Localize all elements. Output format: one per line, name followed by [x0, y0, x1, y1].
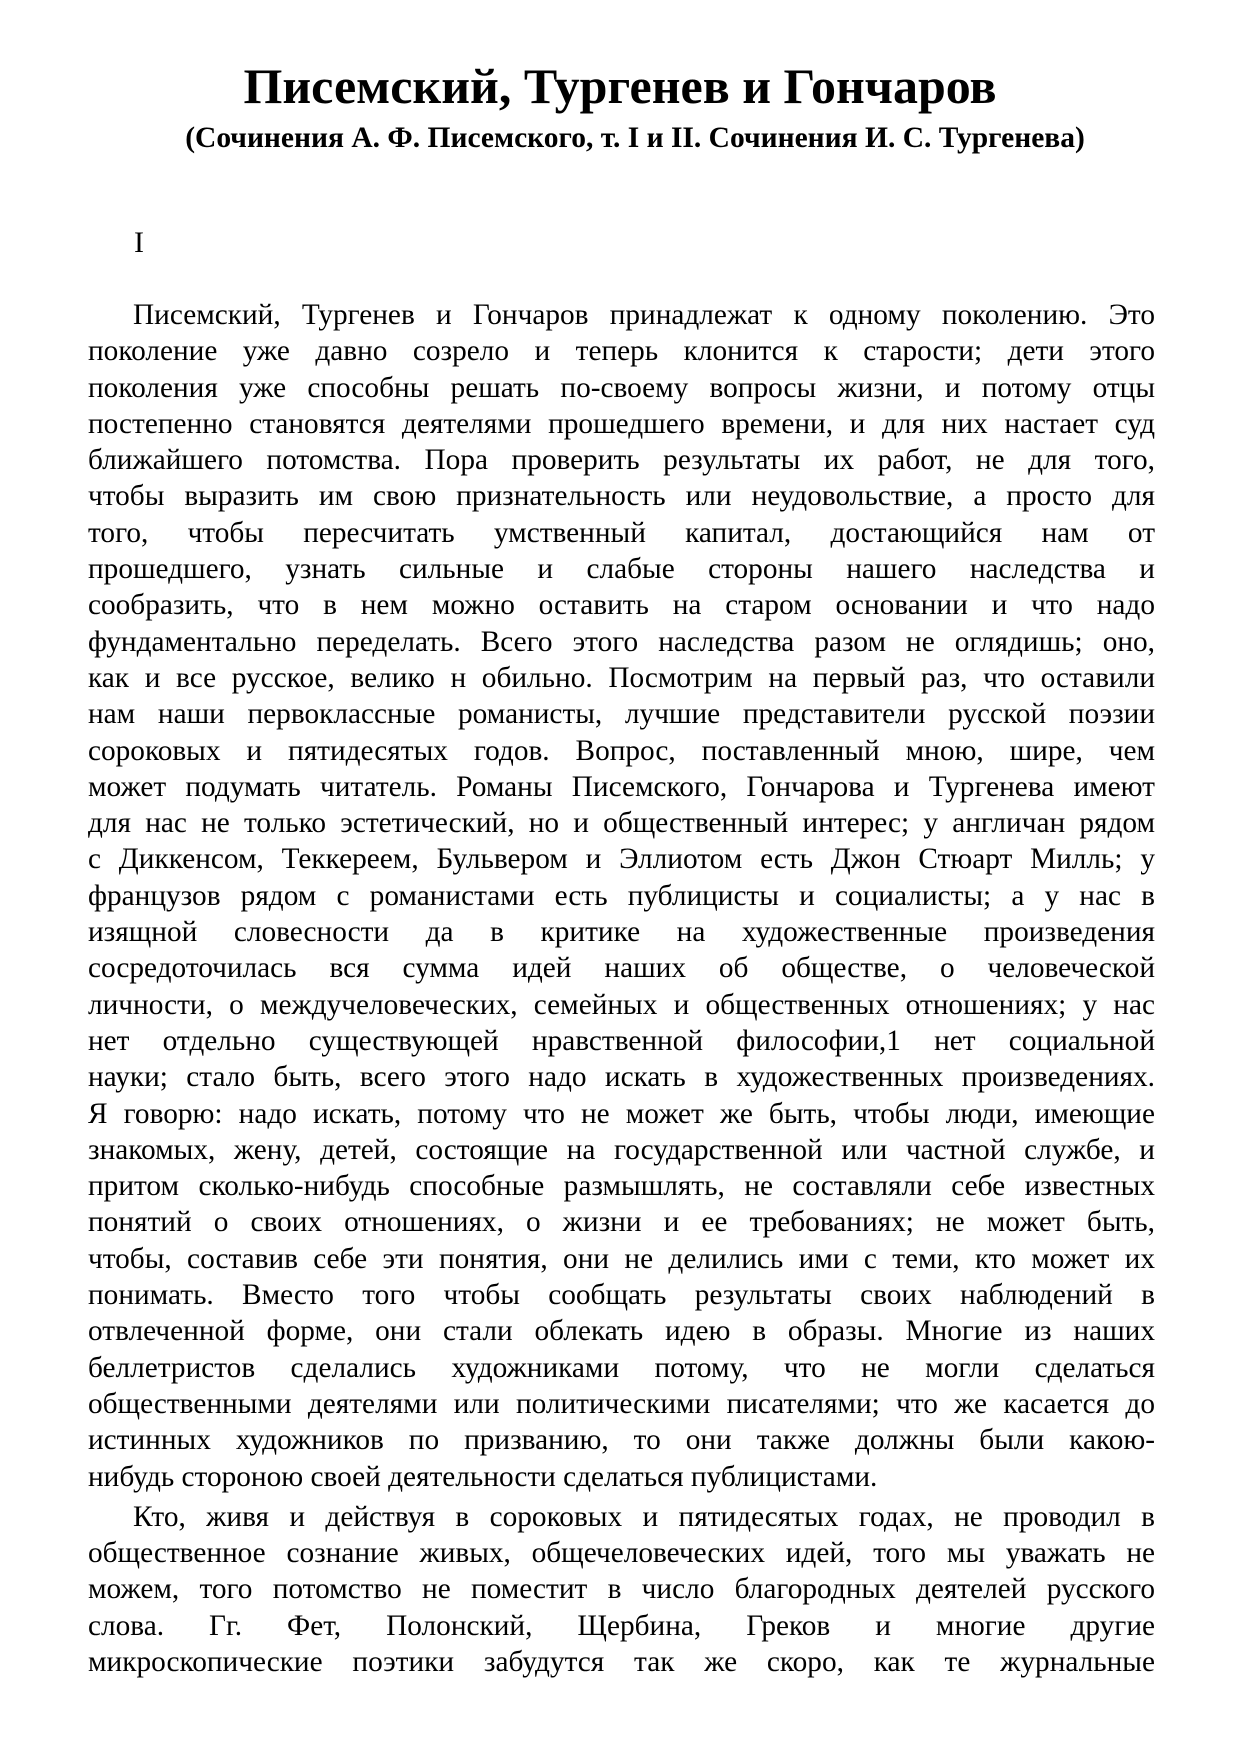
text-line: чтобы выразить им свою признательность или неудовольствие, а просто для [88, 480, 1155, 513]
text-line: притом сколько-нибудь способные размышлять, не составляли себе известных [88, 1170, 1155, 1203]
text-line: сороковых и пятидесятых годов. Вопрос, поставленный мною, шире, чем [88, 734, 1155, 767]
text-line: нет отдельно существующей нравственной философии,1 нет социальной [88, 1024, 1155, 1057]
text-line: для нас не только эстетический, но и общественный интерес; у англичан рядом [88, 807, 1155, 840]
paragraph [88, 1499, 1155, 1680]
text-line: изящной словесности да в критике на художественные произведения [88, 916, 1155, 949]
text-line: можем, того потомство не поместит в число благородных деятелей русского [88, 1573, 1155, 1606]
text-line: слова. Гг. Фет, Полонский, Щербина, Греков и многие другие [88, 1609, 1155, 1642]
section-number: I [134, 226, 144, 259]
text-line: микроскопические поэтики забудутся так же скоро, как те журнальные [88, 1645, 1155, 1678]
text-line: общественными деятелями или политическими писателями; что же касается до [88, 1387, 1155, 1420]
text-line: беллетристов сделались художниками потому, что не могли сделаться [88, 1351, 1155, 1384]
text-line: нам наши первоклассные романисты, лучшие представители русской поэзии [88, 698, 1155, 731]
text-line: может подумать читатель. Романы Писемского, Гончарова и Тургенева имеют [88, 770, 1155, 803]
text-line: поколение уже давно созрело и теперь клонится к старости; дети этого [88, 335, 1155, 368]
text-line: истинных художников по призванию, то они также должны были какою- [88, 1424, 1155, 1457]
text-line: сосредоточилась вся сумма идей наших об обществе, о человеческой [88, 952, 1155, 985]
body-text [88, 297, 1155, 1684]
text-line: чтобы, составив себе эти понятия, они не делились ими с теми, кто может их [88, 1242, 1155, 1275]
text-line: личности, о междучеловеческих, семейных и общественных отношениях; у нас [88, 988, 1155, 1021]
text-line: отвлеченной форме, они стали облекать идею в образы. Многие из наших [88, 1315, 1155, 1348]
text-line: нибудь стороною своей деятельности сделаться публицистами. [88, 1460, 878, 1493]
text-line: с Диккенсом, Теккереем, Бульвером и Эллиотом есть Джон Стюарт Милль; у [88, 843, 1155, 876]
text-line: понятий о своих отношениях, о жизни и ее требованиях; не может быть, [88, 1206, 1155, 1239]
text-line: сообразить, что в нем можно оставить на старом основании и что надо [88, 589, 1155, 622]
document-title: Писемский, Тургенев и Гончаров [243, 58, 997, 114]
text-line: знакомых, жену, детей, состоящие на государственной или частной службе, и [88, 1133, 1155, 1166]
text-line: Писемский, Тургенев и Гончаров принадлежат к одному поколению. Это [133, 299, 1155, 331]
text-line: Кто, живя и действуя в сороковых и пятидесятых годах, не проводил в [133, 1500, 1155, 1533]
text-line: Я говорю: надо искать, потому что не может же быть, чтобы люди, имеющие [88, 1097, 1155, 1130]
text-line: прошедшего, узнать сильные и слабые стороны нашего наследства и [88, 553, 1155, 586]
text-line: постепенно становятся деятелями прошедшего времени, и для них настает суд [88, 407, 1155, 440]
text-line: ближайшего потомства. Пора проверить результаты их работ, не для того, [88, 444, 1155, 477]
paragraph [88, 297, 1155, 1495]
text-line: того, чтобы пересчитать умственный капитал, достающийся нам от [88, 516, 1155, 549]
text-line: фундаментально переделать. Всего этого наследства разом не оглядишь; оно, [88, 625, 1155, 658]
text-line: как и все русское, велико н обильно. Посмотрим на первый раз, что оставили [88, 661, 1155, 694]
document-subtitle: (Сочинения А. Ф. Писемского, т. I и II. Сочинения И. С. Тургенева) [185, 122, 1085, 154]
text-line: поколения уже способны решать по-своему вопросы жизни, и потому отцы [88, 371, 1155, 404]
text-line: французов рядом с романистами есть публицисты и социалисты; а у нас в [88, 879, 1155, 912]
text-line: понимать. Вместо того чтобы сообщать результаты своих наблюдений в [88, 1279, 1155, 1312]
text-line: науки; стало быть, всего этого надо искать в художественных произведениях. [88, 1061, 1155, 1094]
text-line: общественное сознание живых, общечеловеческих идей, того мы уважать не [88, 1537, 1155, 1570]
